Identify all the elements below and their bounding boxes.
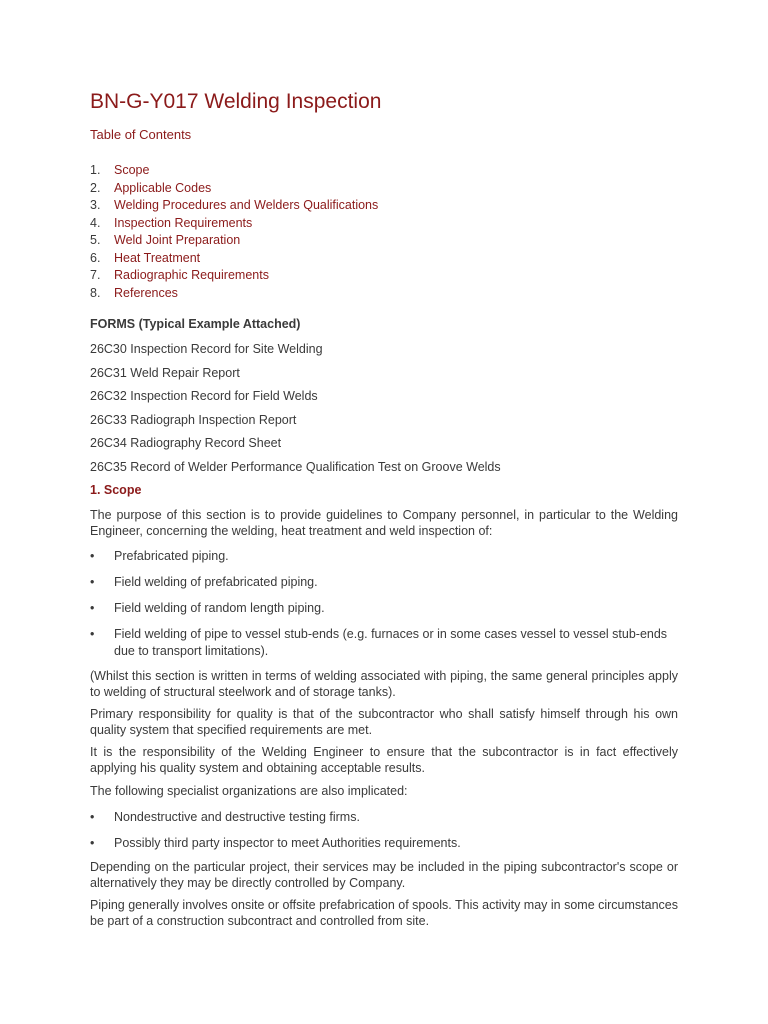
- bullet-icon: •: [90, 836, 95, 850]
- piping-paragraph: Piping generally involves onsite or offsite prefabrication of spools. This activity may in some circumstances be part of a construction subcontract and controlled from site.: [90, 898, 679, 928]
- toc-number: 1.: [90, 163, 101, 177]
- toc-link-scope[interactable]: Scope: [114, 163, 150, 177]
- bullet-icon: •: [90, 549, 95, 563]
- form-item: 26C34 Radiography Record Sheet: [90, 436, 282, 451]
- form-item: 26C35 Record of Welder Performance Qualification Test on Groove Welds: [90, 459, 501, 474]
- toc-link-applicable-codes[interactable]: Applicable Codes: [114, 180, 212, 195]
- organizations-bullet-list: [90, 809, 678, 852]
- welding-engineer-paragraph: It is the responsibility of the Welding Engineer to ensure that the subcontractor is in fact effectively applying his quality system and obtaining acceptable results.: [90, 745, 678, 775]
- forms-heading: FORMS (Typical Example Attached): [90, 317, 301, 331]
- list-item: [90, 548, 678, 574]
- toc-link-weld-joint-preparation[interactable]: Weld Joint Preparation: [114, 233, 241, 247]
- toc-number: 2.: [90, 180, 101, 195]
- bullet-text: Field welding of pipe to vessel stub-ends (e.g. furnaces or in some cases vessel to vessel stub-ends due to transport limitations).: [114, 627, 668, 658]
- toc-link-welding-procedures[interactable]: Welding Procedures and Welders Qualifications: [114, 198, 379, 212]
- form-item: 26C32 Inspection Record for Field Welds: [90, 389, 318, 404]
- toc-link-radiographic-requirements[interactable]: Radiographic Requirements: [114, 268, 269, 282]
- bullet-icon: •: [90, 810, 95, 824]
- list-item: [90, 626, 678, 660]
- list-item: [90, 809, 678, 835]
- toc-number: 8.: [90, 285, 101, 300]
- section-heading-scope: 1. Scope: [90, 483, 142, 497]
- scope-bullet-list: [90, 548, 678, 660]
- toc-number: 7.: [90, 268, 101, 282]
- list-item: [90, 600, 678, 626]
- toc-heading: Table of Contents: [90, 127, 192, 142]
- form-item: 26C33 Radiograph Inspection Report: [90, 412, 297, 427]
- bullet-text: Prefabricated piping.: [114, 549, 229, 563]
- forms-list: [90, 341, 501, 483]
- whilst-paragraph: (Whilst this section is written in terms of welding associated with piping, the same general principles apply to welding of structural steelwork and of storage tanks).: [90, 669, 678, 699]
- bullet-text: Field welding of random length piping.: [114, 601, 325, 615]
- toc-link-inspection-requirements[interactable]: Inspection Requirements: [114, 215, 253, 230]
- toc-number: 6.: [90, 250, 101, 265]
- scope-intro-paragraph: The purpose of this section is to provide guidelines to Company personnel, in particular to the Welding Engineer, concerning the welding, heat treatment and weld inspection of:: [90, 508, 678, 538]
- form-item: 26C31 Weld Repair Report: [90, 365, 240, 380]
- primary-responsibility-paragraph: Primary responsibility for quality is that of the subcontractor who shall satisfy himself through his own quality system that specified requirements are met.: [90, 707, 678, 737]
- list-item: [90, 835, 678, 852]
- toc-link-references[interactable]: References: [114, 285, 178, 300]
- bullet-text: Nondestructive and destructive testing firms.: [114, 810, 360, 824]
- bullet-text: Possibly third party inspector to meet Authorities requirements.: [114, 836, 461, 850]
- list-item: [90, 574, 678, 600]
- toc-number: 5.: [90, 233, 101, 247]
- toc-number: 3.: [90, 198, 101, 212]
- bullet-text: Field welding of prefabricated piping.: [114, 575, 318, 589]
- document-title: BN-G-Y017 Welding Inspection: [90, 90, 382, 113]
- bullet-icon: •: [90, 601, 95, 615]
- form-item: 26C30 Inspection Record for Site Welding: [90, 342, 323, 356]
- toc-number: 4.: [90, 215, 101, 230]
- bullet-icon: •: [90, 627, 95, 641]
- depending-paragraph: Depending on the particular project, their services may be included in the piping subcontractor's scope or alternatively they may be directly controlled by Company.: [90, 860, 678, 890]
- specialist-organizations-paragraph: The following specialist organizations are also implicated:: [90, 784, 408, 798]
- toc-link-heat-treatment[interactable]: Heat Treatment: [114, 250, 201, 265]
- bullet-icon: •: [90, 575, 95, 589]
